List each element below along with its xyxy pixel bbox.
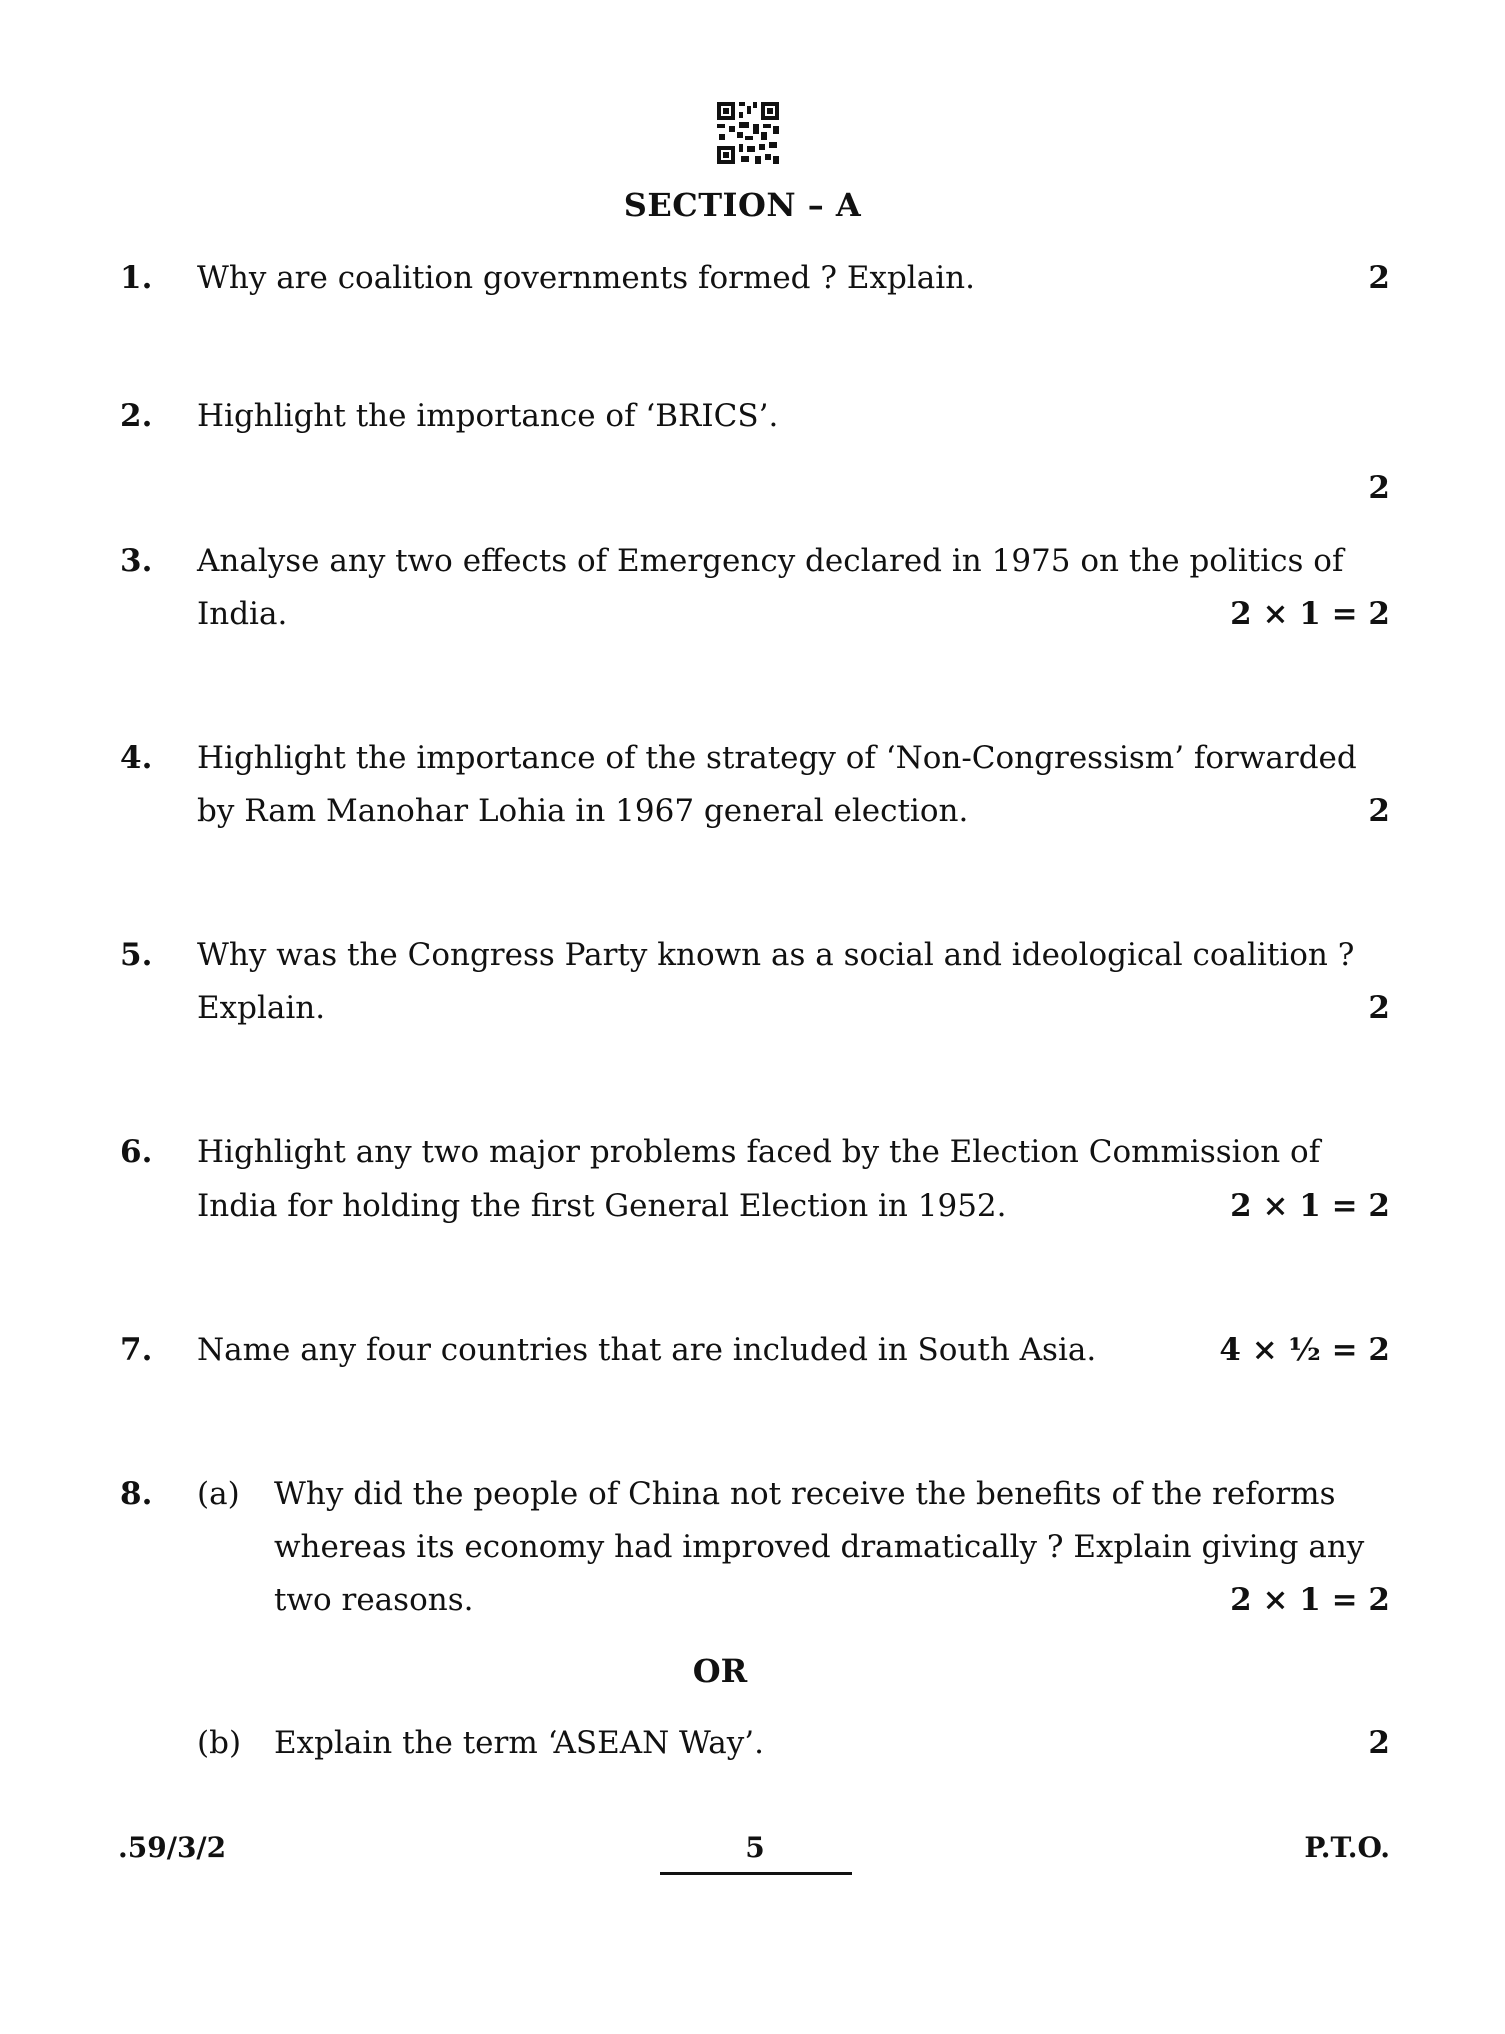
question-number: 1. [120, 260, 153, 296]
question-number: 4. [120, 740, 153, 776]
question-part-label: (a) [197, 1476, 240, 1512]
question-marks: 2 [1368, 990, 1390, 1026]
question-number: 2. [120, 398, 153, 434]
question-text: Highlight any two major problems faced by the Election Commission of [197, 1134, 1321, 1170]
question-text: India for holding the first General Election in 1952. [197, 1188, 1007, 1224]
qr-code-icon [715, 100, 781, 166]
question-text: Highlight the importance of ‘BRICS’. [197, 398, 779, 434]
question-text: Why are coalition governments formed ? Explain. [197, 260, 975, 296]
question-text: Explain. [197, 990, 326, 1026]
pto-label: P.T.O. [1304, 1831, 1390, 1864]
question-text: India. [197, 596, 288, 632]
question-text: by Ram Manohar Lohia in 1967 general election. [197, 793, 969, 829]
question-number: 8. [120, 1476, 153, 1512]
question-text: two reasons. [274, 1582, 474, 1618]
question-number: 5. [120, 937, 153, 973]
question-number: 6. [120, 1134, 153, 1170]
question-number: 7. [120, 1332, 153, 1368]
page-number-underline [660, 1872, 852, 1875]
question-marks: 2 × 1 = 2 [1230, 1582, 1390, 1618]
question-text: Why was the Congress Party known as a social and ideological coalition ? [197, 937, 1355, 973]
question-text: whereas its economy had improved dramatically ? Explain giving any [274, 1529, 1365, 1565]
question-number: 3. [120, 543, 153, 579]
question-marks: 2 × 1 = 2 [1230, 1188, 1390, 1224]
section-title: SECTION – A [623, 186, 862, 224]
question-part-label: (b) [197, 1725, 242, 1761]
question-marks: 2 [1368, 793, 1390, 829]
question-text: Analyse any two effects of Emergency declared in 1975 on the politics of [197, 543, 1344, 579]
question-text: Explain the term ‘ASEAN Way’. [274, 1725, 764, 1761]
or-separator: OR [692, 1652, 748, 1690]
paper-code: .59/3/2 [118, 1831, 227, 1864]
page-number: 5 [745, 1831, 765, 1864]
question-marks: 2 [1368, 470, 1390, 506]
question-text: Name any four countries that are included in South Asia. [197, 1332, 1097, 1368]
question-marks: 2 [1368, 1725, 1390, 1761]
question-marks: 2 [1368, 260, 1390, 296]
question-text: Why did the people of China not receive the benefits of the reforms [274, 1476, 1336, 1512]
question-marks: 2 × 1 = 2 [1230, 596, 1390, 632]
question-marks: 4 × ½ = 2 [1219, 1332, 1390, 1368]
question-text: Highlight the importance of the strategy of ‘Non-Congressism’ forwarded [197, 740, 1357, 776]
